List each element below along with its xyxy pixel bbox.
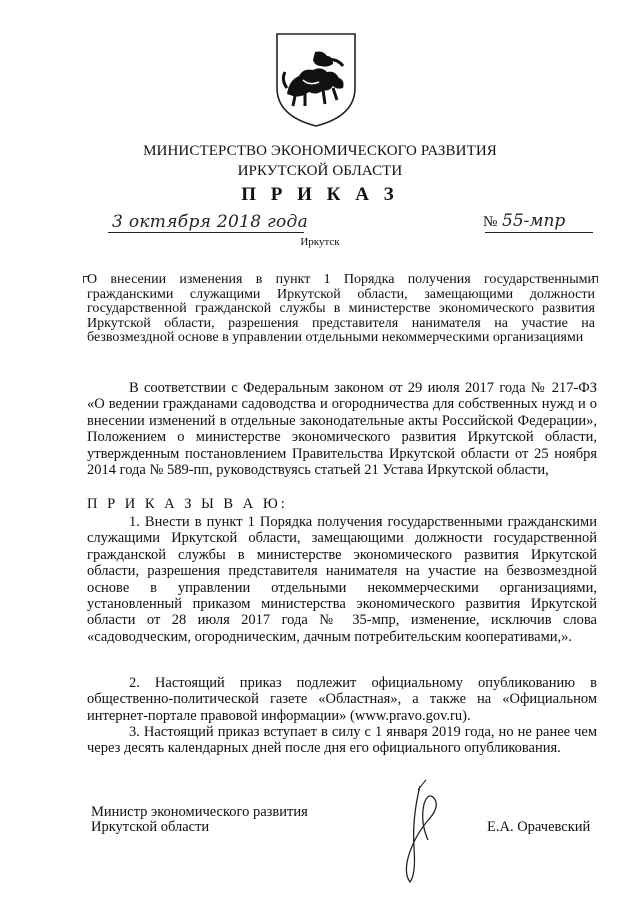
signatory-title-line2: Иркутской области (91, 819, 210, 835)
irkutsk-coat-of-arms-icon (273, 30, 359, 128)
city-name: Иркутск (300, 236, 340, 248)
number-underline (485, 232, 593, 233)
ministry-name-line1: МИНИСТЕРСТВО ЭКОНОМИЧЕСКОГО РАЗВИТИЯ (143, 143, 497, 159)
order-subject: О внесении изменения в пункт 1 Порядка получения государственными гражданскими служащими Иркутской области, замещающими должности государственной гражданской службы в министерстве экономического развития Иркутской области, разрешения представителя нанимателя на участие на безвозмездной основе в управлении отдельными некоммерческими организациями (87, 272, 595, 345)
signatory-title-line1: Министр экономического развития (91, 804, 308, 820)
signer-name: Е.А. Орачевский (487, 819, 591, 835)
order-item-2: 2. Настоящий приказ подлежит официальному опубликованию в общественно-политической газете «Областная», а также на «Официальном интернет-портале правовой информации» (www.pravo.gov.ru). (87, 675, 597, 724)
handwritten-order-number: 55-мпр (502, 211, 566, 231)
signatory-title (91, 805, 308, 835)
date-underline (108, 232, 304, 233)
order-item-1: 1. Внести в пункт 1 Порядка получения государственными гражданскими служащими Иркутской области, замещающими должности государственной гражданской службы в министерстве экономического развития Иркутской области, разрешения представителя нанимателя на участие на безвозмездной основе в управлении отдельными некоммерческими организациями, установленный приказом министерства экономического развития Иркутской области от 28 июля 2017 года № 35-мпр, изменение, исключив слова «садоводческим, огородническим, дачным потребительским кооперативами,». (87, 514, 597, 645)
ministry-name-line2: ИРКУТСКОЙ ОБЛАСТИ (237, 163, 403, 179)
order-word: П Р И К А З Ы В А Ю: (87, 496, 288, 512)
document-type-title: П Р И К А З (241, 184, 399, 205)
handwritten-signature-icon (390, 778, 454, 888)
preamble-paragraph: В соответствии с Федеральным законом от 29 июля 2017 года № 217-ФЗ «О ведении гражданами садоводства и огородничества для собственных нужд и о внесении изменений в отдельные законодательные акты Российской Федерации», Положением о министерстве экономического развития Иркутской области, утвержденным постановлением Правительства Иркутской области от 25 ноября 2014 года № 589-пп, руководствуясь статьей 21 Устава Иркутской области, (87, 380, 597, 479)
number-sign: № (483, 214, 498, 230)
order-item-3: 3. Настоящий приказ вступает в силу с 1 января 2019 года, но не ранее чем через десять календарных дней после дня его официального опубликования. (87, 724, 597, 757)
handwritten-date: 3 октября 2018 года (112, 212, 309, 232)
